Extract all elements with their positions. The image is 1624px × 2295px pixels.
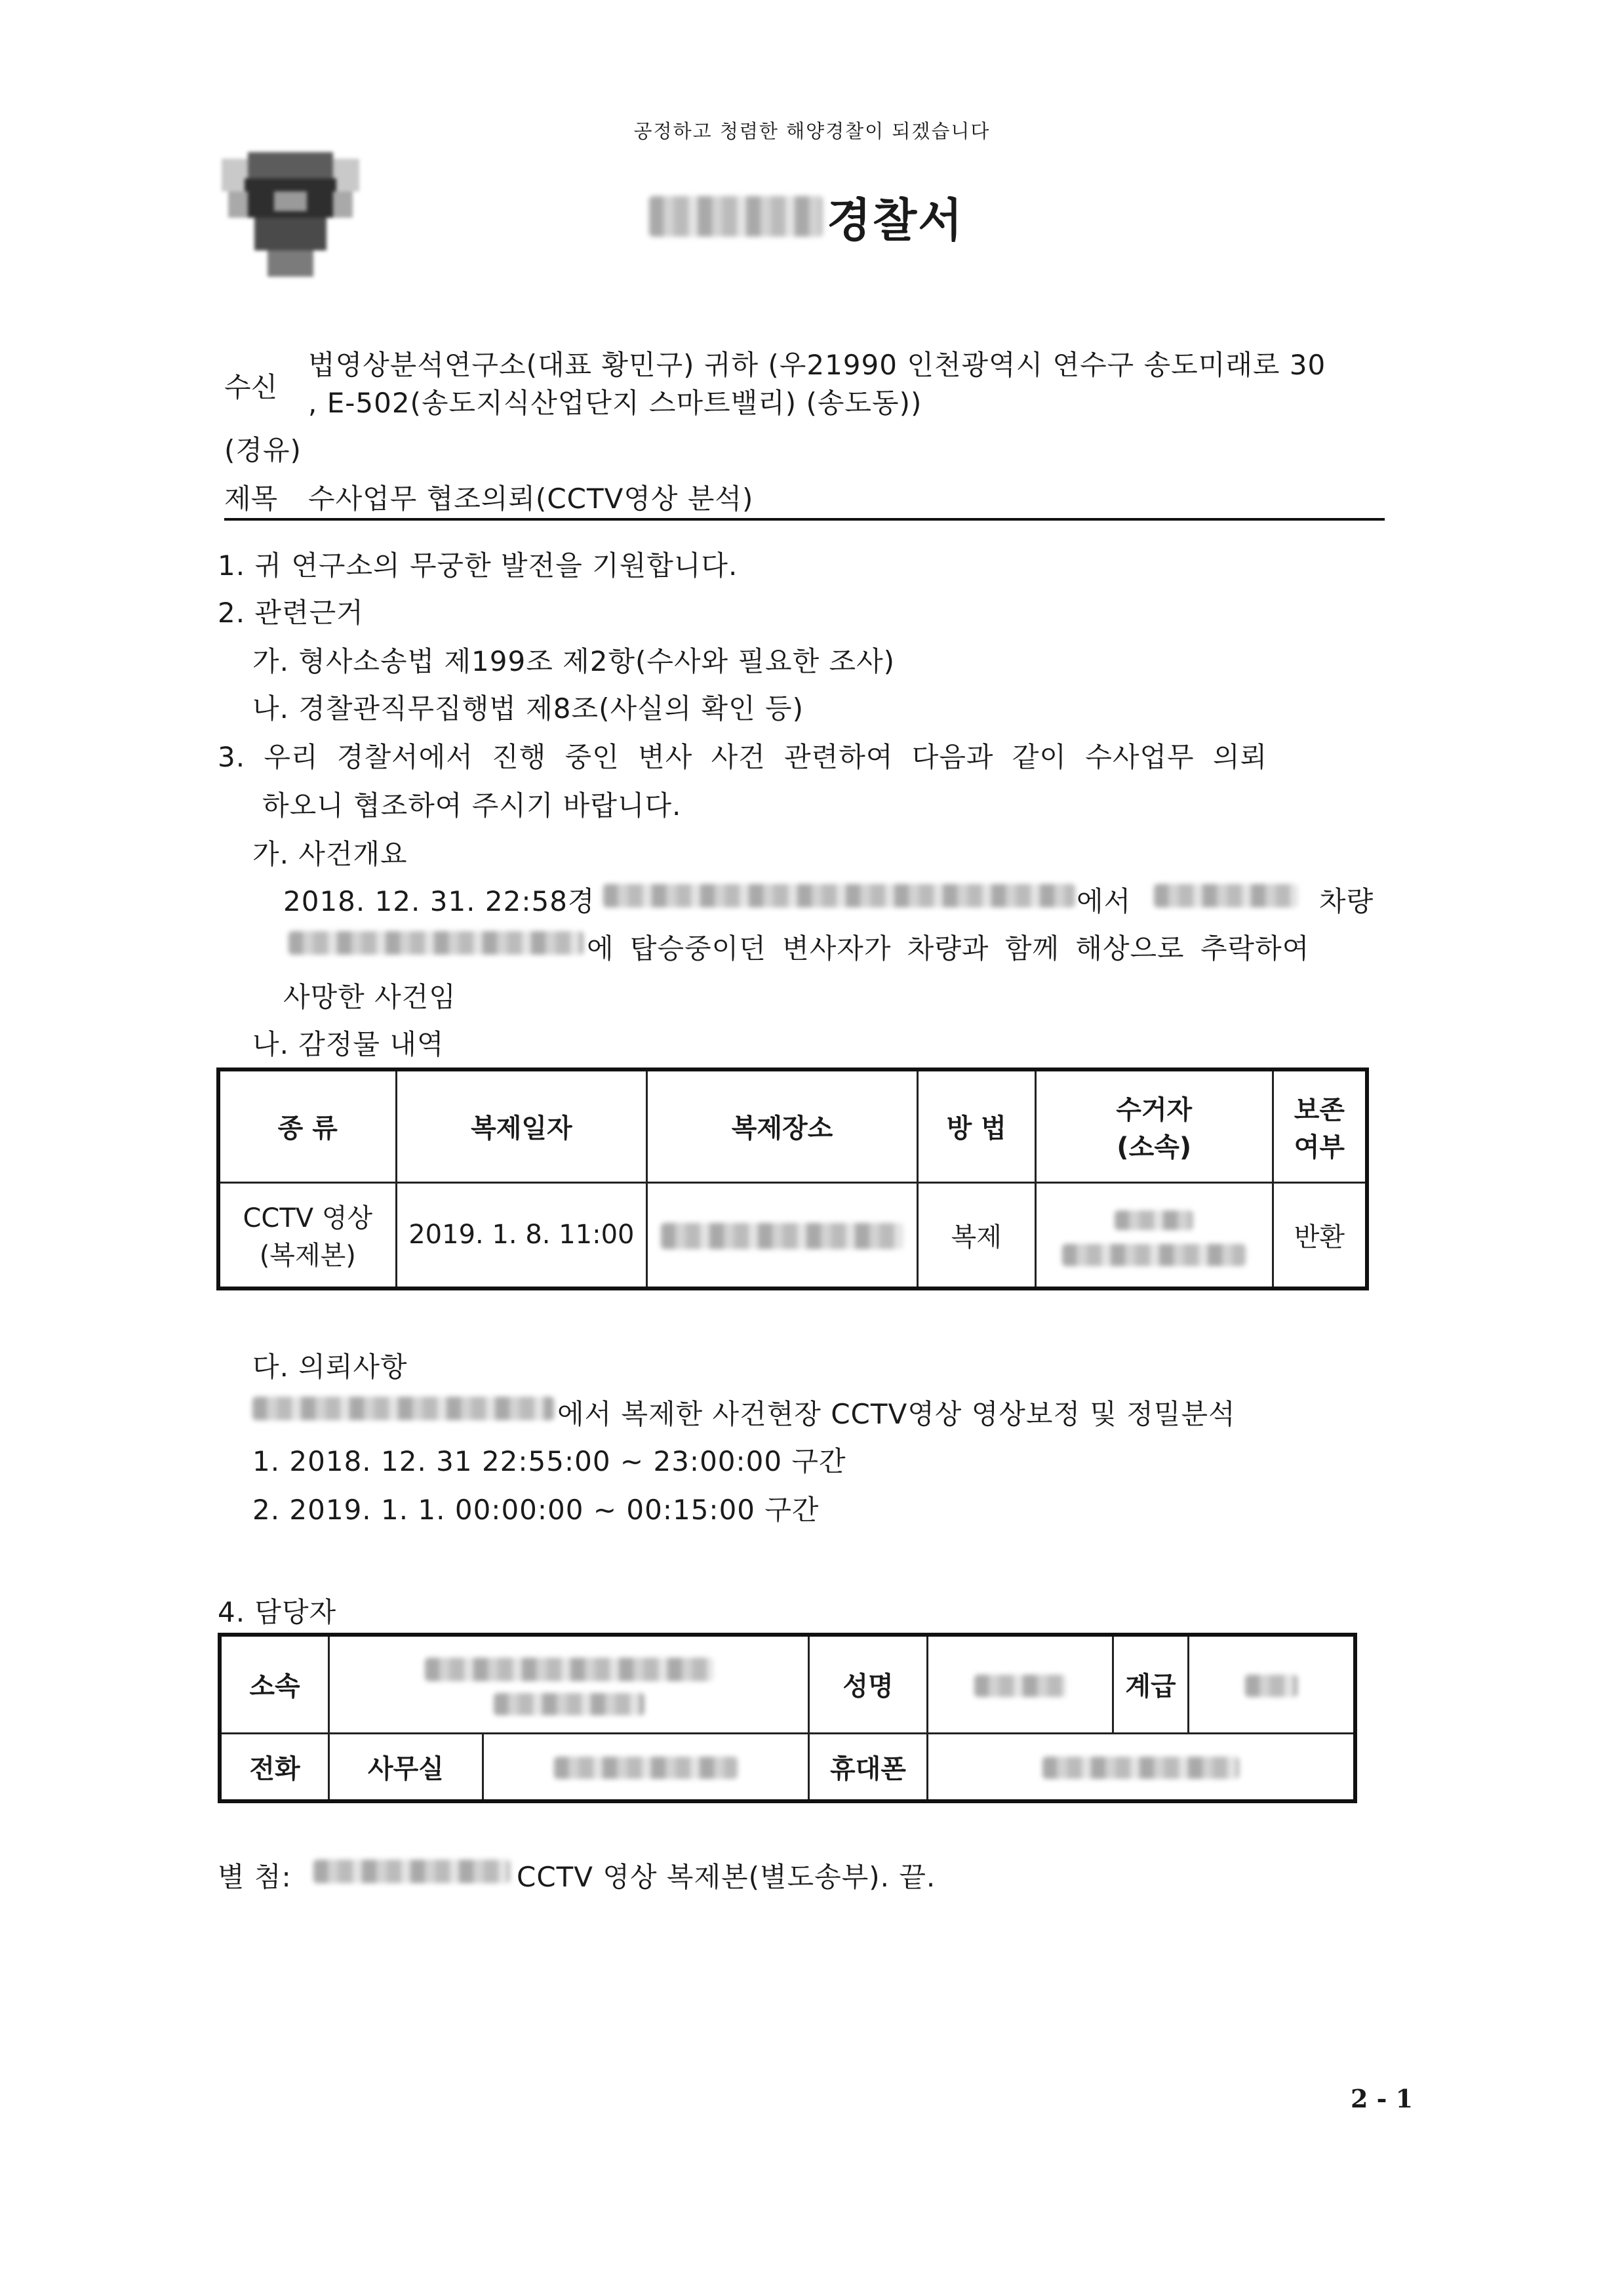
redacted-affiliation-line-2 [494,1693,644,1715]
cell-type-line-1: CCTV 영상 [243,1203,373,1234]
redacted-name [974,1675,1066,1697]
header-keep [1273,1069,1367,1182]
redacted-collector-name [1115,1210,1193,1230]
redacted-attachment-location [313,1860,510,1883]
contact-row-1 [220,1635,1355,1733]
cell-method: 복제 [917,1182,1035,1288]
evidence-table-row [218,1182,1367,1288]
recipient-line-1: 법영상분석연구소(대표 황민구) 귀하 (우21990 인천광역시 연수구 송도미래로 30 [308,349,1326,381]
name-value [928,1635,1113,1733]
page-number: 2 - 1 [1351,2084,1414,2113]
paragraph-3-line-1: 3. 우리 경찰서에서 진행 중인 변사 사건 관련하여 다음과 같이 수사업무 의뢰 [218,741,1268,773]
mobile-phone-value [928,1733,1356,1801]
paragraph-2a: 가. 형사소송법 제199조 제2항(수사와 필요한 조사) [252,645,896,677]
evidence-table [216,1068,1369,1290]
cell-collector [1035,1182,1273,1288]
paragraph-1: 1. 귀 연구소의 무궁한 발전을 기원합니다. [218,549,738,582]
paragraph-3-line-2: 하오니 협조하여 주시기 바랍니다. [262,789,682,822]
redacted-affiliation-line-1 [425,1658,713,1681]
affiliation-label: 소속 [220,1635,329,1733]
header-method: 방 법 [917,1069,1035,1182]
cell-keep: 반환 [1273,1182,1367,1288]
request-item-2: 2. 2019. 1. 1. 00:00:00 ~ 00:15:00 구간 [252,1494,820,1526]
header-collector-line-2: (소속) [1117,1132,1192,1163]
header-type: 종 류 [218,1069,396,1182]
case-summary-line-2: 에 탑승중이던 변사자가 차량과 함께 해상으로 추락하여 [587,932,1310,965]
redacted-station-name [649,196,823,237]
redacted-location [603,884,1075,908]
evidence-title: 나. 감정물 내역 [252,1028,445,1060]
recipient-line-2: , E-502(송도지식산업단지 스마트밸리) (송도동)) [308,387,922,419]
rank-label: 계급 [1113,1635,1189,1733]
phone-label: 전화 [220,1733,329,1801]
request-line: 에서 복제한 사건현장 CCTV영상 영상보정 및 정밀분석 [557,1398,1236,1430]
attachment-text: CCTV 영상 복제본(별도송부). 끝. [517,1861,936,1893]
redacted-mobile-phone [1042,1757,1239,1779]
slogan: 공정하고 청렴한 해양경찰이 되겠습니다 [633,120,991,142]
name-label: 성명 [809,1635,928,1733]
mobile-label: 휴대폰 [809,1733,928,1801]
contact-title: 4. 담당자 [218,1596,337,1628]
case-summary-datetime: 2018. 12. 31. 22:58경 [283,885,595,917]
evidence-table-header-row [218,1069,1367,1182]
case-summary-vehicle: 차량 [1319,885,1374,917]
case-summary-at: 에서 [1077,885,1132,917]
redacted-office-phone [554,1757,738,1779]
header-date: 복제일자 [396,1069,647,1182]
redacted-request-location [252,1397,554,1420]
cell-date: 2019. 1. 8. 11:00 [396,1182,647,1288]
police-station-name [649,190,964,247]
redacted-vehicle-type [1154,884,1298,908]
header-keep-line-1: 보존 [1294,1094,1345,1125]
contact-table [218,1633,1357,1803]
header-collector [1035,1069,1273,1182]
case-summary-title: 가. 사건개요 [252,838,408,870]
paragraph-2b: 나. 경찰관직무집행법 제8조(사실의 확인 등) [252,692,804,725]
police-emblem-icon [208,139,372,296]
header-place: 복제장소 [647,1069,918,1182]
cell-type-line-2: (복제본) [259,1241,356,1271]
office-phone-value [483,1733,809,1801]
request-item-1: 1. 2018. 12. 31 22:55:00 ~ 23:00:00 구간 [252,1445,846,1477]
case-summary-line-3: 사망한 사건임 [283,981,456,1013]
redacted-plate-number [288,931,584,955]
redacted-collector-affiliation [1062,1244,1246,1266]
header-collector-line-1: 수거자 [1116,1094,1193,1125]
contact-row-2 [220,1733,1355,1801]
cell-place [647,1182,918,1288]
header-divider [224,518,1385,521]
subject-label: 제목 [224,483,278,515]
station-suffix: 경찰서 [827,193,964,247]
rank-value [1189,1635,1356,1733]
request-title: 다. 의뢰사항 [252,1351,408,1383]
affiliation-value [329,1635,809,1733]
redacted-place [661,1223,903,1249]
cell-type [218,1182,396,1288]
office-label: 사무실 [329,1733,483,1801]
recipient-label: 수신 [224,371,278,403]
subject-text: 수사업무 협조의뢰(CCTV영상 분석) [308,483,754,515]
via-label: (경유) [224,434,302,466]
paragraph-2: 2. 관련근거 [218,597,364,629]
header-keep-line-2: 여부 [1294,1132,1345,1163]
redacted-rank [1245,1675,1297,1697]
attachment-label: 별 첨: [218,1861,292,1893]
